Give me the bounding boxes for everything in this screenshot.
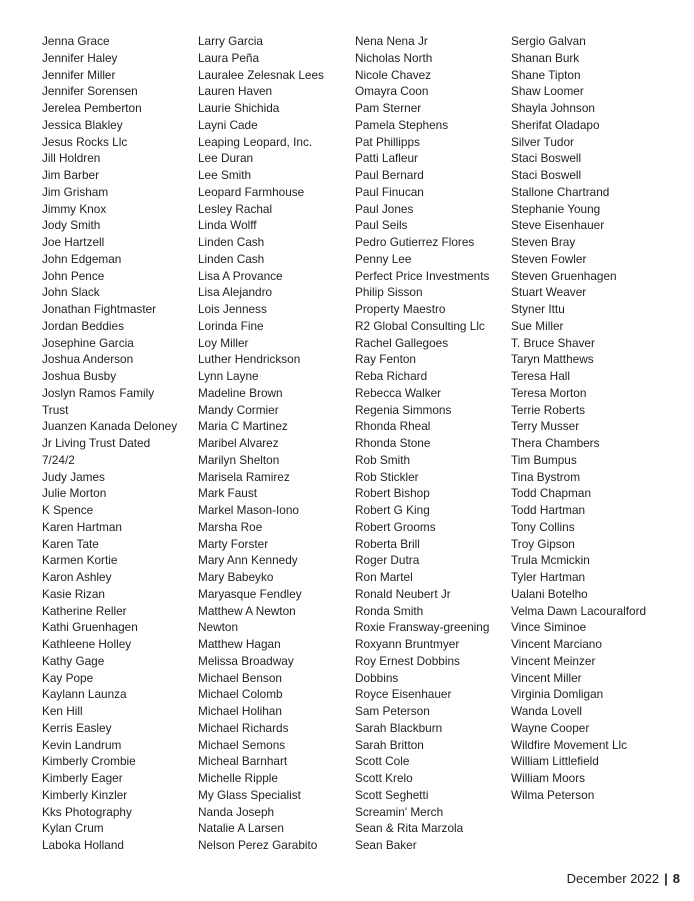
list-item: Kay Pope [42,670,94,685]
list-item: Kathi Gruenhagen [42,620,138,635]
list-item: Rob Smith [355,452,411,467]
list-item: Wanda Lovell [511,704,583,718]
list-item: Ronald Neubert Jr [355,586,451,601]
list-item: Kimberly Crombie [42,754,136,769]
list-item: Ronda Smith [355,603,424,618]
page-footer [567,871,680,886]
list-item: Robert Grooms [355,519,436,534]
list-item: Wilma Peterson [511,787,595,802]
list-item: Staci Boswell [511,168,582,182]
list-item: Karen Hartman [42,519,122,534]
list-item: Micheal Barnhart [198,754,288,769]
list-item: Dobbins [355,670,399,685]
list-item: Vincent Marciano [511,637,602,651]
list-item: Joe Hartzell [42,235,105,249]
list-item: Michael Colomb [198,687,283,702]
list-item: Kasie Rizan [42,586,105,601]
list-item: Vince Siminoe [511,620,587,635]
list-item: William Moors [511,771,586,785]
list-item: Marsha Roe [198,519,263,534]
list-item: Vincent Meinzer [511,653,596,668]
list-item: Ron Martel [355,570,413,584]
list-item: Laura Peña [198,50,260,65]
list-item: William Littlefield [511,754,599,769]
list-item: Rhonda Rheal [355,419,431,434]
list-item: Marty Forster [198,536,269,551]
list-item: Lauralee Zelesnak Lees [198,67,324,82]
list-item: Silver Tudor [511,134,574,149]
list-item: Sean Baker [355,838,417,852]
list-item: Jim Barber [42,168,100,182]
list-item: Shayla Johnson [511,101,595,115]
list-item: Property Maestro [355,302,446,316]
list-item: Kathleene Holley [42,637,132,651]
list-item: Maria C Martinez [198,419,288,434]
list-item: Julie Morton [42,486,107,501]
list-item: Lisa A Provance [198,268,283,283]
list-item: Jerelea Pemberton [42,101,142,115]
list-item: Tony Collins [511,519,575,534]
list-item: Scott Cole [355,754,410,769]
list-item: Kaylann Launza [42,687,127,702]
name-column-3 [355,33,489,854]
list-item: Kimberly Eager [42,771,123,785]
list-item: Wayne Cooper [511,720,590,735]
list-item: Jim Grisham [42,184,109,199]
list-item: Roy Ernest Dobbins [355,653,460,668]
list-item: Tyler Hartman [511,570,586,584]
list-item: Josephine Garcia [42,335,134,350]
list-item: Nena Nena Jr [355,34,428,48]
list-item: Ken Hill [42,704,83,718]
list-item: Natalie A Larsen [198,821,284,836]
list-item: Jenna Grace [42,34,110,48]
list-item: Wildfire Movement Llc [511,737,628,752]
list-item: Maryasque Fendley [198,586,302,601]
list-item: Terry Musser [511,419,580,434]
list-item: Virginia Domligan [511,687,604,702]
list-item: Thera Chambers [511,436,600,450]
list-item: Sean & Rita Marzola [355,821,464,836]
list-item: Sam Peterson [355,704,430,718]
list-item: Rachel Gallegoes [355,335,449,350]
list-item: Vincent Miller [511,670,582,685]
list-item: Tim Bumpus [511,452,577,467]
list-item: Jill Holdren [42,151,101,166]
list-item: Katherine Reller [42,603,127,618]
list-item: Lesley Rachal [198,201,273,216]
list-item: Newton [198,620,238,635]
list-item: Paul Jones [355,201,414,216]
list-item: Penny Lee [355,251,412,266]
list-item: Regenia Simmons [355,402,452,417]
list-item: Stephanie Young [511,201,601,216]
list-item: Nanda Joseph [198,804,275,819]
list-item: Terrie Roberts [511,402,586,417]
list-item: Philip Sisson [355,285,423,300]
list-item: Matthew Hagan [198,637,281,651]
list-item: Joshua Busby [42,369,117,383]
list-item: Layni Cade [198,117,258,132]
list-item: Paul Bernard [355,168,424,182]
list-item: Rob Stickler [355,469,419,484]
list-item: Stallone Chartrand [511,184,610,199]
list-item: Sergio Galvan [511,34,586,48]
list-item: Lee Smith [198,168,252,182]
list-item: Screamin' Merch [355,804,444,819]
list-item: Lee Duran [198,151,254,166]
list-item: Linden Cash [198,235,265,249]
list-item: Mandy Cormier [198,402,279,417]
list-item: Loy Miller [198,335,249,350]
list-item: Judy James [42,469,105,484]
list-item: Sherifat Oladapo [511,117,600,132]
list-item: Jennifer Haley [42,50,118,65]
page-number: 8 [672,871,680,886]
list-item: Jimmy Knox [42,201,107,216]
list-item: T. Bruce Shaver [511,335,595,350]
list-item: Juanzen Kanada Deloney [42,419,178,434]
list-item: Marilyn Shelton [198,452,280,467]
list-item: My Glass Specialist [198,787,301,802]
list-item: Joslyn Ramos Family [42,385,155,400]
list-item: Pam Sterner [355,101,422,115]
list-item: Roxie Fransway-greening [355,620,490,635]
list-item: Lauren Haven [198,84,273,99]
list-item: Laurie Shichida [198,101,280,115]
footer-date: December 2022 [566,871,660,886]
list-item: Linda Wolff [198,218,257,233]
list-item: Jennifer Sorensen [42,84,138,99]
list-item: Staci Boswell [511,151,582,166]
list-item: Karen Tate [42,536,99,551]
list-item: Troy Gipson [511,536,575,551]
list-item: Michael Holihan [198,704,282,718]
list-item: Kylan Crum [42,821,104,836]
list-item: R2 Global Consulting Llc [355,318,485,333]
list-item: Kathy Gage [42,653,105,668]
list-item: Maribel Alvarez [198,436,279,450]
list-item: Lynn Layne [198,369,259,383]
list-item: Shaw Loomer [511,84,584,99]
list-item: Teresa Hall [511,369,571,383]
list-item: Todd Hartman [511,503,586,517]
list-item: Linden Cash [198,251,265,266]
list-item: 7/24/2 [42,452,75,467]
list-item: Laboka Holland [42,838,124,852]
list-item: Lisa Alejandro [198,285,273,300]
list-item: John Slack [42,285,100,300]
list-item: Velma Dawn Lacouralford [511,603,647,618]
list-item: Michael Benson [198,670,282,685]
list-item: Michelle Ripple [198,771,278,785]
list-item: Patti Lafleur [355,151,418,166]
name-column-1 [42,33,177,854]
list-item: Lorinda Fine [198,318,264,333]
list-item: Marisela Ramirez [198,469,290,484]
list-item: Karmen Kortie [42,553,118,568]
list-item: Nelson Perez Garabito [198,838,318,852]
list-item: Leaping Leopard, Inc. [198,134,313,149]
list-item: Michael Richards [198,720,289,735]
list-item: Kks Photography [42,804,132,819]
list-item: Tina Bystrom [511,469,581,484]
list-item: Omayra Coon [355,84,429,99]
list-item: Melissa Broadway [198,653,294,668]
list-item: Jr Living Trust Dated [42,436,151,450]
list-item: Leopard Farmhouse [198,184,305,199]
list-item: Kevin Landrum [42,737,122,752]
list-item: Shanan Burk [511,50,580,65]
list-item: Larry Garcia [198,34,263,48]
list-item: Paul Finucan [355,184,424,199]
list-item: Matthew A Newton [198,603,296,618]
list-item: Roberta Brill [355,536,420,551]
list-item: Michael Semons [198,737,286,752]
name-column-4 [511,33,646,804]
list-item: Trust [42,402,69,417]
list-item: Roxyann Bruntmyer [355,637,460,651]
list-item: Rebecca Walker [355,385,442,400]
footer-separator: | [664,871,668,886]
list-item: Mark Faust [198,486,257,501]
list-item: Perfect Price Investments [355,268,490,283]
list-item: Kerris Easley [42,720,112,735]
list-item: Kimberly Kinzler [42,787,128,802]
list-item: Sue Miller [511,318,564,333]
list-item: Trula Mcmickin [511,553,590,568]
list-item: Robert Bishop [355,486,430,501]
list-item: Jesus Rocks Llc [42,134,128,149]
list-item: Roger Dutra [355,553,420,568]
list-item: Steven Bray [511,235,576,249]
list-item: Markel Mason-Iono [198,503,299,517]
list-item: Nicole Chavez [355,67,432,82]
list-item: Mary Babeyko [198,570,274,584]
list-item: Jody Smith [42,218,101,233]
list-item: Pat Phillipps [355,134,420,149]
list-item: K Spence [42,503,94,517]
list-item: John Pence [42,268,105,283]
list-item: Reba Richard [355,369,428,383]
list-item: Lois Jenness [198,302,267,316]
list-item: Scott Krelo [355,771,413,785]
list-item: Pedro Gutierrez Flores [355,235,475,249]
list-item: Ualani Botelho [511,586,588,601]
list-item: John Edgeman [42,251,122,266]
list-item: Sarah Blackburn [355,720,443,735]
list-item: Scott Seghetti [355,787,429,802]
name-column-2 [198,33,324,854]
list-item: Royce Eisenhauer [355,687,452,702]
list-item: Ray Fenton [355,352,416,367]
list-item: Pamela Stephens [355,117,449,132]
list-item: Jennifer Miller [42,67,116,82]
list-item: Joshua Anderson [42,352,134,367]
list-item: Karon Ashley [42,570,112,584]
list-item: Jessica Blakley [42,117,123,132]
list-item: Styner Ittu [511,302,565,316]
list-item: Jonathan Fightmaster [42,302,157,316]
list-item: Paul Seils [355,218,408,233]
list-item: Taryn Matthews [511,352,594,367]
list-item: Nicholas North [355,50,433,65]
list-item: Steven Fowler [511,251,587,266]
list-item: Rhonda Stone [355,436,431,450]
list-item: Mary Ann Kennedy [198,553,298,568]
list-item: Shane Tipton [511,67,581,82]
list-item: Luther Hendrickson [198,352,301,367]
list-item: Teresa Morton [511,385,587,400]
list-item: Jordan Beddies [42,318,124,333]
list-item: Sarah Britton [355,737,424,752]
list-item: Madeline Brown [198,385,283,400]
list-item: Steve Eisenhauer [511,218,605,233]
list-item: Todd Chapman [511,486,592,501]
list-item: Stuart Weaver [511,285,587,300]
list-item: Robert G King [355,503,430,517]
list-item: Steven Gruenhagen [511,268,617,283]
